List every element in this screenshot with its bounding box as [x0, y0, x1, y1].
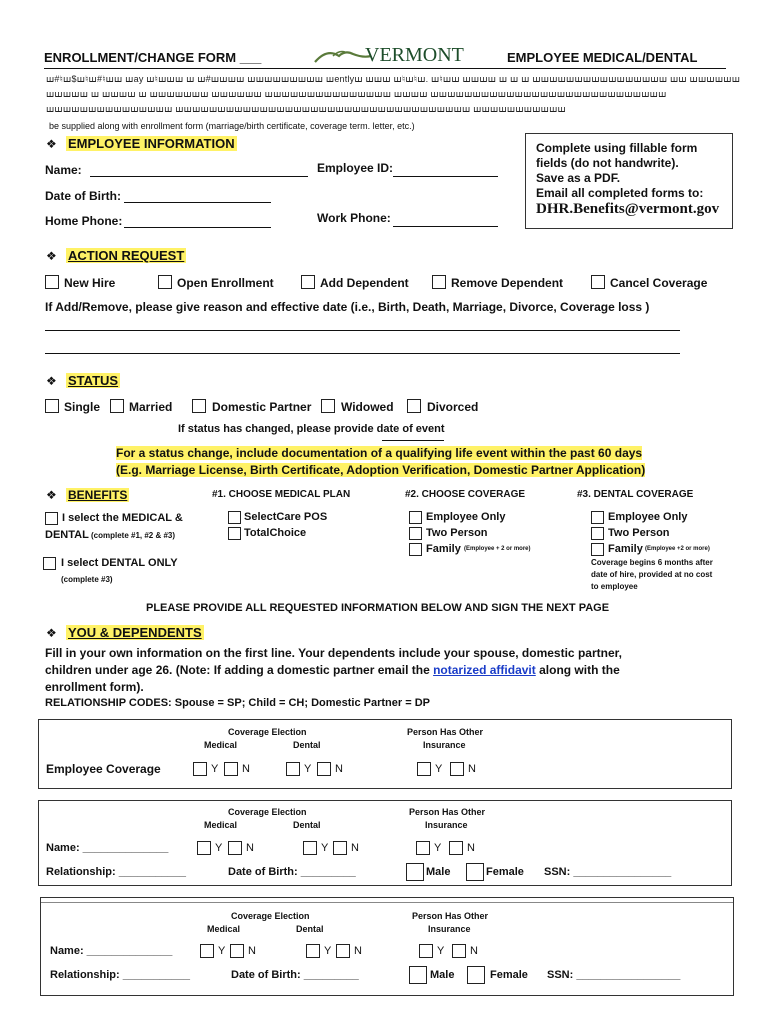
- dental-note-2: date of hire, provided at no cost: [591, 570, 713, 579]
- dep1-name-field[interactable]: Name: ______________: [46, 842, 169, 854]
- relationship-codes: RELATIONSHIP CODES: Spouse = SP; Child = CH; Domestic Partner = DP: [45, 697, 430, 709]
- dependents-heading: YOU & DEPENDENTS: [68, 625, 202, 640]
- y-label: Y: [304, 763, 312, 775]
- dependent-2-block: [40, 897, 734, 996]
- n-label: N: [470, 945, 478, 957]
- provide-info-note: PLEASE PROVIDE ALL REQUESTED INFORMATION BELOW AND SIGN THE NEXT PAGE: [146, 602, 610, 614]
- dep2-dob-field[interactable]: Date of Birth: _________: [231, 969, 359, 981]
- n-label: N: [246, 842, 254, 854]
- cov-two-label: Two Person: [426, 527, 488, 539]
- right-title: EMPLOYEE MEDICAL/DENTAL: [507, 50, 698, 65]
- female-label: Female: [486, 866, 524, 878]
- reason-field-2[interactable]: [45, 353, 680, 354]
- selectcare-checkbox[interactable]: [228, 511, 241, 524]
- widowed-checkbox[interactable]: [321, 399, 335, 413]
- mountain-logo-icon: [313, 44, 373, 66]
- medical-header: Medical: [204, 740, 238, 750]
- cov-two-checkbox[interactable]: [409, 527, 422, 540]
- dental-header: Dental: [293, 820, 321, 830]
- choose-medical-heading: #1. CHOOSE MEDICAL PLAN: [212, 489, 351, 500]
- reason-instruction: If Add/Remove, please give reason and effective date (i.e., Birth, Death, Marriage, Divorce, Coverage loss ): [45, 300, 650, 314]
- garbled-line-2: ꟺꟺꟺꟺꟺ ꟺ ꟺꟺꟺꟺ ꟺ ꟺꟺꟺꟺꟺꟺꟺ ꟺꟺꟺꟺꟺꟺ ꟺꟺꟺꟺꟺꟺꟺꟺꟺꟺꟺꟺꟺꟺꟺ ꟺꟺꟺꟺ ꟺꟺꟺꟺꟺꟺꟺꟺꟺꟺꟺꟺꟺꟺꟺꟺꟺꟺꟺꟺꟺꟺꟺꟺꟺꟺꟺꟺ: [46, 89, 667, 99]
- n-label: N: [351, 842, 359, 854]
- dep1-dental-n-checkbox[interactable]: [333, 841, 347, 855]
- logo-text: VERMONT: [365, 44, 464, 66]
- vermont-logo: [313, 44, 468, 68]
- dependents-text-1: Fill in your own information on the first line. Your dependents include your spouse, domestic partner,: [45, 646, 622, 660]
- emp-other-n-checkbox[interactable]: [450, 762, 464, 776]
- diamond-bullet-icon: ❖: [46, 249, 57, 263]
- emp-dental-y-checkbox[interactable]: [286, 762, 300, 776]
- cov-employee-checkbox[interactable]: [409, 511, 422, 524]
- cov-family-label: Family: [426, 543, 461, 555]
- n-label: N: [354, 945, 362, 957]
- block-top-rule: [41, 902, 733, 903]
- instr-line-2: fields (do not handwrite).: [536, 156, 679, 170]
- domestic-partner-label: Domestic Partner: [212, 400, 312, 414]
- reason-field-1[interactable]: [45, 330, 680, 331]
- dental-note-3: to employee: [591, 582, 638, 591]
- header-rule: [44, 68, 726, 69]
- other-insurance-header-2: Insurance: [428, 924, 471, 934]
- dob-field[interactable]: [124, 202, 271, 203]
- employee-id-label: Employee ID:: [317, 161, 394, 175]
- remove-dependent-checkbox[interactable]: [432, 275, 446, 289]
- dep2-dental-y-checkbox[interactable]: [306, 944, 320, 958]
- status-notice-1: For a status change, include documentation of a qualifying life event within the past 60 days: [116, 446, 643, 460]
- emp-medical-n-checkbox[interactable]: [224, 762, 238, 776]
- dep1-dental-y-checkbox[interactable]: [303, 841, 317, 855]
- name-label: Name:: [45, 163, 82, 177]
- action-request-heading: ACTION REQUEST: [68, 248, 185, 263]
- employee-coverage-label: Employee Coverage: [46, 762, 161, 776]
- totalchoice-checkbox[interactable]: [228, 527, 241, 540]
- totalchoice-label: TotalChoice: [244, 527, 307, 539]
- single-label: Single: [64, 400, 101, 414]
- n-label: N: [242, 763, 250, 775]
- y-label: Y: [218, 945, 226, 957]
- garbled-line-1: ꟺ#♮ꟺ$ꟺ♮ꟺ#♮ꟺꟺ ꟺay ꟺ♮ꟺꟺꟺ ꟺ ꟺ#ꟺꟺꟺꟺ ꟺꟺꟺꟺꟺꟺꟺꟺꟺ ꟺentlyꟺ ꟺꟺꟺ ꟺ♮ꟺ♮ꟺ. ꟺ♮ꟺꟺ ꟺꟺꟺꟺ ꟺ ꟺ ꟺ ꟺꟺꟺꟺꟺꟺꟺꟺꟺꟺꟺꟺꟺꟺꟺꟺ ꟺꟺ ꟺꟺꟺꟺꟺꟺ: [46, 74, 741, 84]
- diamond-bullet-icon: ❖: [46, 488, 57, 502]
- emp-dental-n-checkbox[interactable]: [317, 762, 331, 776]
- select-dental-note: (complete #3): [61, 575, 113, 584]
- dental-family-label: Family: [608, 543, 643, 555]
- dep1-female-checkbox[interactable]: [466, 863, 484, 881]
- dep1-relationship-field[interactable]: Relationship: ___________: [46, 866, 187, 878]
- coverage-election-header: Coverage Election: [228, 807, 307, 817]
- y-label: Y: [437, 945, 445, 957]
- dental-two-checkbox[interactable]: [591, 527, 604, 540]
- coverage-election-header: Coverage Election: [228, 727, 307, 737]
- instr-line-1: Complete using fillable form: [536, 141, 698, 155]
- domestic-partner-checkbox[interactable]: [192, 399, 206, 413]
- dental-coverage-heading: #3. DENTAL COVERAGE: [577, 489, 694, 500]
- dental-header: Dental: [293, 740, 321, 750]
- notarized-affidavit-link[interactable]: notarized affidavit: [433, 663, 536, 677]
- dob-label: Date of Birth:: [45, 189, 121, 203]
- add-dependent-label: Add Dependent: [320, 276, 409, 290]
- open-enrollment-checkbox[interactable]: [158, 275, 172, 289]
- y-label: Y: [215, 842, 223, 854]
- y-label: Y: [321, 842, 329, 854]
- supplied-note: be supplied along with enrollment form (marriage/birth certificate, coverage term. letter, etc.): [49, 121, 415, 131]
- dental-family-note: (Employee +2 or more): [645, 546, 710, 552]
- select-medical-note: (complete #1, #2 & #3): [91, 531, 176, 540]
- medical-header: Medical: [204, 820, 238, 830]
- n-label: N: [335, 763, 343, 775]
- select-medical-label-2: DENTAL: [45, 529, 89, 541]
- dep1-dob-field[interactable]: Date of Birth: _________: [228, 866, 356, 878]
- dep2-medical-y-checkbox[interactable]: [200, 944, 214, 958]
- other-insurance-header-1: Person Has Other: [409, 807, 486, 817]
- remove-dependent-label: Remove Dependent: [451, 276, 564, 290]
- cancel-coverage-label: Cancel Coverage: [610, 276, 708, 290]
- y-label: Y: [434, 842, 442, 854]
- select-dental-label: I select DENTAL ONLY: [61, 557, 178, 569]
- other-insurance-header-2: Insurance: [425, 820, 468, 830]
- dependents-text-3: enrollment form).: [45, 680, 144, 694]
- selectcare-label: SelectCare POS: [244, 511, 328, 523]
- dep1-medical-y-checkbox[interactable]: [197, 841, 211, 855]
- dep2-name-field[interactable]: Name: ______________: [50, 945, 173, 957]
- select-medical-checkbox[interactable]: [45, 512, 58, 525]
- home-phone-label: Home Phone:: [45, 214, 123, 228]
- dep1-other-y-checkbox[interactable]: [416, 841, 430, 855]
- choose-coverage-heading: #2. CHOOSE COVERAGE: [405, 489, 526, 500]
- dep2-dental-n-checkbox[interactable]: [336, 944, 350, 958]
- diamond-bullet-icon: ❖: [46, 374, 57, 388]
- female-label: Female: [490, 969, 528, 981]
- name-field[interactable]: [90, 176, 308, 177]
- dental-employee-checkbox[interactable]: [591, 511, 604, 524]
- y-label: Y: [211, 763, 219, 775]
- new-hire-label: New Hire: [64, 276, 116, 290]
- other-insurance-header-1: Person Has Other: [412, 911, 489, 921]
- other-insurance-header-1: Person Has Other: [407, 727, 484, 737]
- emp-medical-y-checkbox[interactable]: [193, 762, 207, 776]
- status-heading: STATUS: [68, 373, 119, 388]
- dental-family-checkbox[interactable]: [591, 543, 604, 556]
- instr-line-4: Email all completed forms to:: [536, 186, 704, 200]
- dependents-text-2: children under age 26. (Note: If adding a domestic partner email the notarized affidavit along with the: [45, 663, 620, 677]
- dep2-male-checkbox[interactable]: [409, 966, 427, 984]
- dependent-1-block: [38, 800, 732, 886]
- divorced-label: Divorced: [427, 400, 479, 414]
- other-insurance-header-2: Insurance: [423, 740, 466, 750]
- divorced-checkbox[interactable]: [407, 399, 421, 413]
- dep2-other-y-checkbox[interactable]: [419, 944, 433, 958]
- status-date-field[interactable]: [382, 440, 444, 441]
- employee-info-heading: EMPLOYEE INFORMATION: [68, 136, 235, 151]
- dep2-other-n-checkbox[interactable]: [452, 944, 466, 958]
- add-dependent-checkbox[interactable]: [301, 275, 315, 289]
- n-label: N: [468, 763, 476, 775]
- garbled-line-3: ꟺꟺꟺꟺꟺꟺꟺꟺꟺꟺꟺꟺꟺꟺꟺ ꟺꟺꟺꟺꟺꟺꟺꟺꟺꟺꟺꟺꟺꟺꟺꟺꟺꟺꟺꟺꟺꟺꟺꟺꟺꟺꟺꟺꟺꟺꟺꟺꟺꟺꟺ ꟺꟺꟺꟺꟺꟺꟺꟺꟺꟺꟺ: [46, 104, 566, 114]
- dep1-medical-n-checkbox[interactable]: [228, 841, 242, 855]
- dep2-ssn-field[interactable]: SSN: _________________: [547, 969, 681, 981]
- dep2-female-checkbox[interactable]: [467, 966, 485, 984]
- instr-line-3: Save as a PDF.: [536, 171, 621, 185]
- medical-header: Medical: [207, 924, 241, 934]
- benefits-heading: BENEFITS: [68, 488, 128, 502]
- cancel-coverage-checkbox[interactable]: [591, 275, 605, 289]
- select-medical-label: I select the MEDICAL &: [62, 512, 183, 524]
- diamond-bullet-icon: ❖: [46, 626, 57, 640]
- coverage-election-header: Coverage Election: [231, 911, 310, 921]
- new-hire-checkbox[interactable]: [45, 275, 59, 289]
- male-label: Male: [426, 866, 451, 878]
- instructions-box: [525, 133, 733, 229]
- dep1-ssn-field[interactable]: SSN: ________________: [544, 866, 672, 878]
- dep1-other-n-checkbox[interactable]: [449, 841, 463, 855]
- dental-two-label: Two Person: [608, 527, 670, 539]
- y-label: Y: [435, 763, 443, 775]
- dep2-relationship-field[interactable]: Relationship: ___________: [50, 969, 191, 981]
- status-notice-2: (E.g. Marriage License, Birth Certificate, Adoption Verification, Domestic Partner Application): [116, 463, 646, 477]
- married-label: Married: [129, 400, 173, 414]
- widowed-label: Widowed: [341, 400, 394, 414]
- employee-coverage-block: [38, 719, 732, 789]
- form-title: ENROLLMENT/CHANGE FORM ___: [44, 50, 262, 65]
- dental-note-1: Coverage begins 6 months after: [591, 558, 713, 567]
- dental-employee-label: Employee Only: [608, 511, 688, 523]
- dep2-medical-n-checkbox[interactable]: [230, 944, 244, 958]
- home-phone-field[interactable]: [124, 227, 271, 228]
- married-checkbox[interactable]: [110, 399, 124, 413]
- emp-other-y-checkbox[interactable]: [417, 762, 431, 776]
- work-phone-field[interactable]: [393, 226, 498, 227]
- y-label: Y: [324, 945, 332, 957]
- n-label: N: [467, 842, 475, 854]
- cov-family-note: (Employee + 2 or more): [464, 546, 531, 552]
- open-enrollment-label: Open Enrollment: [177, 276, 274, 290]
- single-checkbox[interactable]: [45, 399, 59, 413]
- employee-id-field[interactable]: [393, 176, 498, 177]
- dental-header: Dental: [296, 924, 324, 934]
- status-date-note: If status has changed, please provide date of event: [178, 423, 445, 435]
- cov-family-checkbox[interactable]: [409, 543, 422, 556]
- cov-employee-label: Employee Only: [426, 511, 506, 523]
- n-label: N: [248, 945, 256, 957]
- select-dental-checkbox[interactable]: [43, 557, 56, 570]
- dep1-male-checkbox[interactable]: [406, 863, 424, 881]
- instr-email[interactable]: DHR.Benefits@vermont.gov: [536, 201, 720, 217]
- work-phone-label: Work Phone:: [317, 211, 391, 225]
- male-label: Male: [430, 969, 455, 981]
- diamond-bullet-icon: ❖: [46, 137, 57, 151]
